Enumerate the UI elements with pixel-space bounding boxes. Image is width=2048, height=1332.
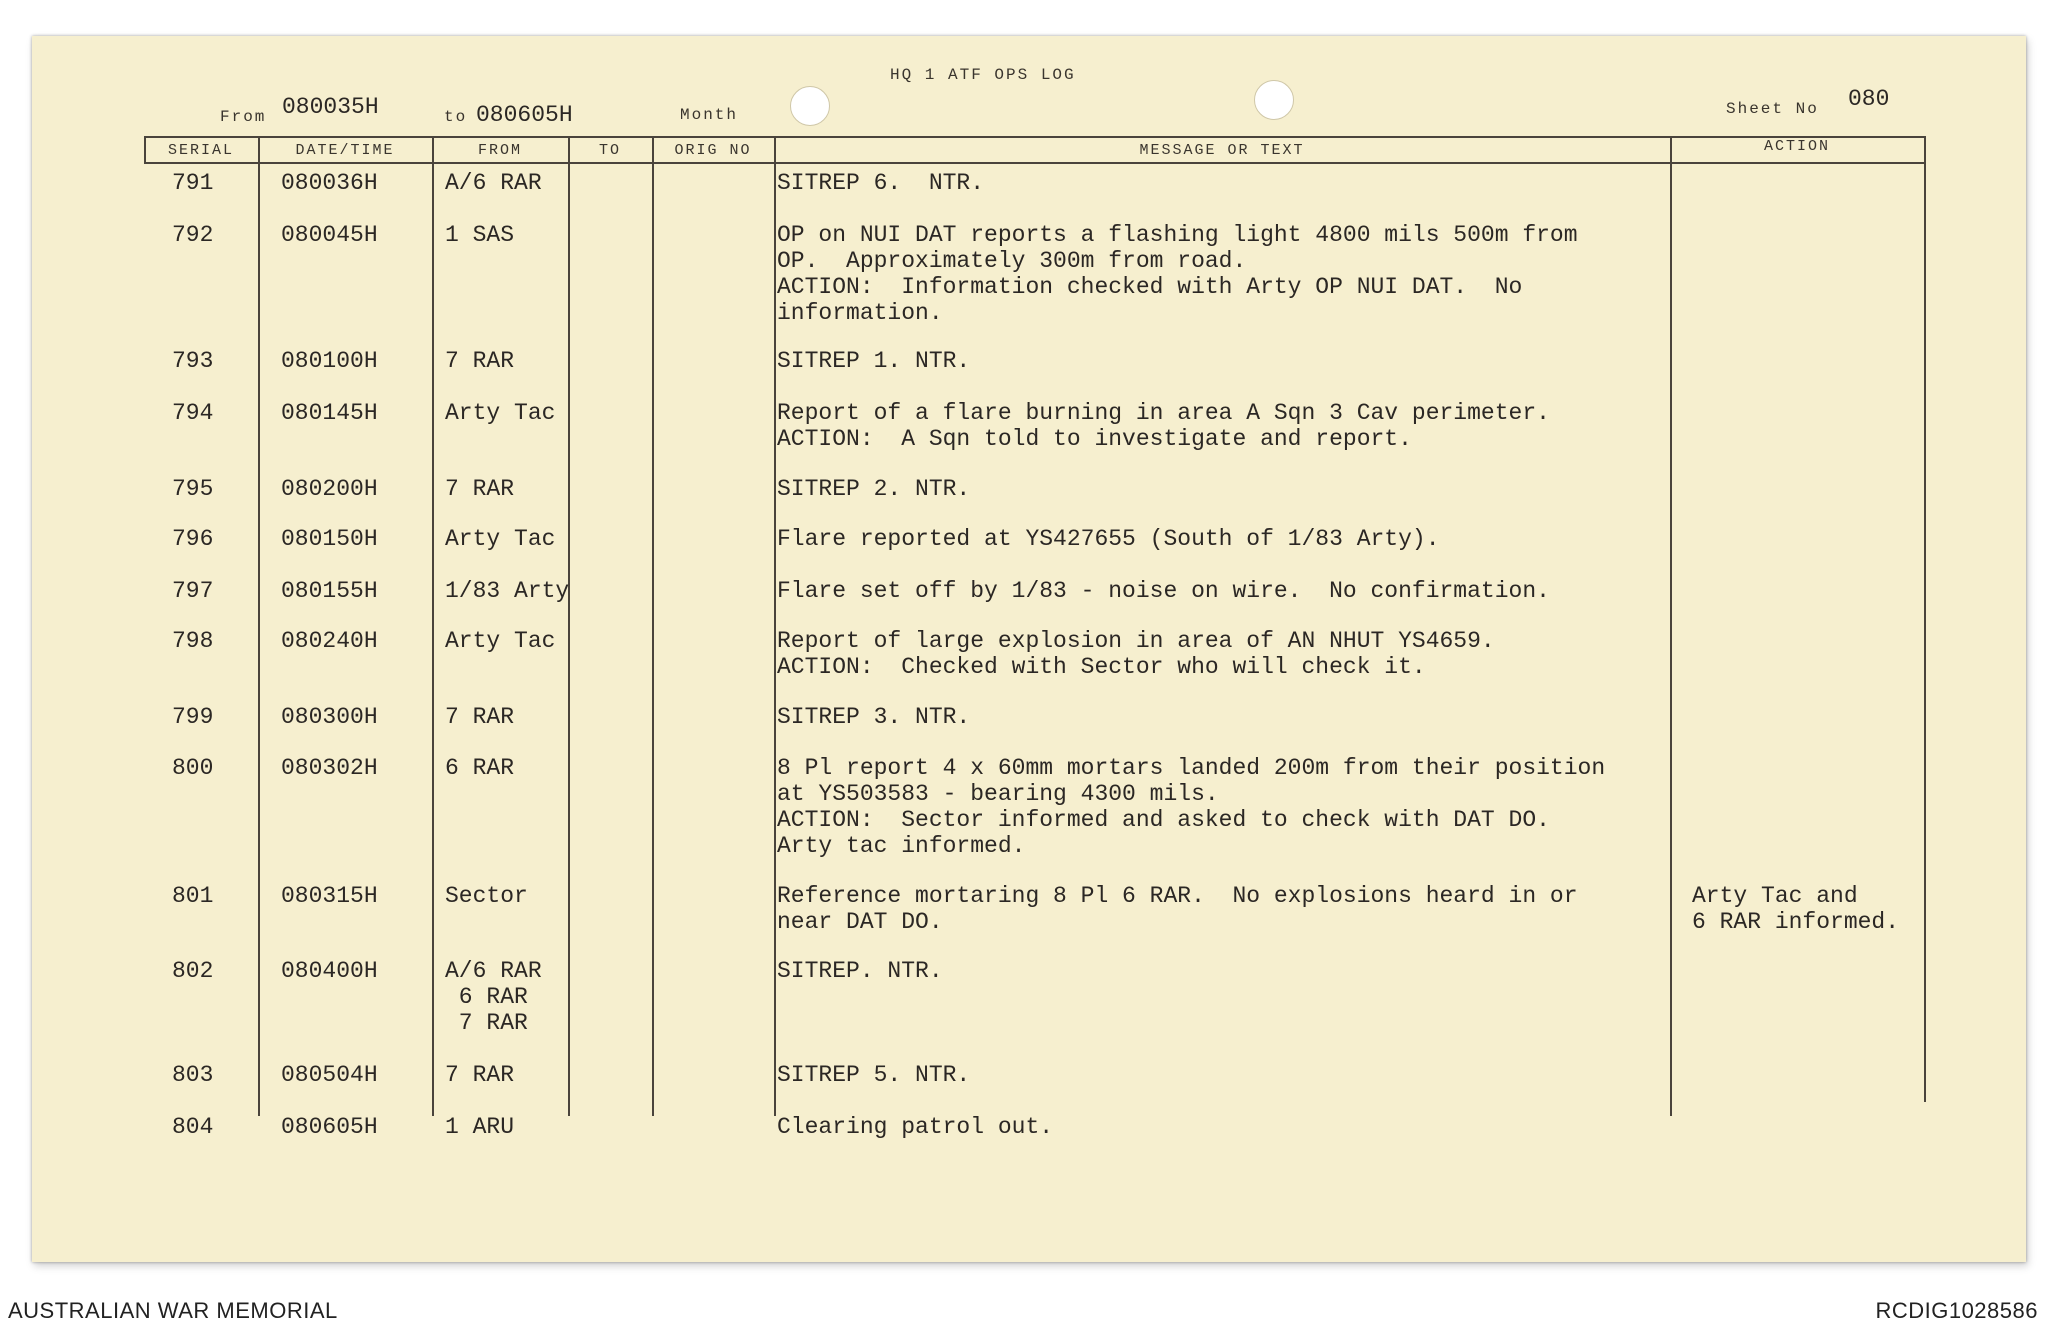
from-cell: 7 RAR [445, 348, 515, 374]
serial-cell: 793 [172, 348, 214, 374]
column-divider [258, 136, 260, 1116]
datetime-cell: 080155H [281, 578, 378, 604]
message-cell: Report of large explosion in area of AN NHUT YS4659. ACTION: Checked with Sector who will check it. [777, 628, 1495, 680]
datetime-cell: 080036H [281, 170, 378, 196]
message-cell: SITREP. NTR. [777, 958, 943, 984]
from-label: From [220, 108, 267, 126]
message-cell: OP on NUI DAT reports a flashing light 4800 mils 500m from OP. Approximately 300m from road. ACTION: Information checked with Arty OP NUI DAT. No information. [777, 222, 1578, 326]
column-header-to: TO [598, 142, 621, 159]
serial-cell: 791 [172, 170, 214, 196]
serial-cell: 804 [172, 1114, 214, 1140]
datetime-cell: 080200H [281, 476, 378, 502]
header-bottom-rule [144, 162, 1926, 164]
from-cell: Arty Tac [445, 526, 556, 552]
column-header-serial: SERIAL [167, 142, 234, 159]
datetime-cell: 080315H [281, 883, 378, 909]
column-header-from: FROM [477, 142, 522, 159]
column-divider [652, 136, 654, 1116]
serial-cell: 798 [172, 628, 214, 654]
serial-cell: 797 [172, 578, 214, 604]
message-cell: Flare set off by 1/83 - noise on wire. No confirmation. [777, 578, 1550, 604]
sheet-label: Sheet No [1726, 100, 1819, 118]
column-divider [774, 136, 776, 1116]
datetime-cell: 080240H [281, 628, 378, 654]
footer-credit: AUSTRALIAN WAR MEMORIAL [8, 1298, 338, 1323]
message-cell: SITREP 5. NTR. [777, 1062, 971, 1088]
message-cell: SITREP 3. NTR. [777, 704, 971, 730]
from-cell: 7 RAR [445, 476, 515, 502]
punch-hole-left [790, 86, 830, 126]
column-header-action: ACTION [1763, 138, 1830, 155]
message-cell: Flare reported at YS427655 (South of 1/83 Arty). [777, 526, 1440, 552]
column-divider [568, 136, 570, 1116]
serial-cell: 796 [172, 526, 214, 552]
message-cell: Reference mortaring 8 Pl 6 RAR. No explosions heard in or near DAT DO. [777, 883, 1578, 935]
to-value: 080605H [476, 102, 573, 128]
datetime-cell: 080300H [281, 704, 378, 730]
serial-cell: 795 [172, 476, 214, 502]
log-title: HQ 1 ATF OPS LOG [890, 66, 1076, 84]
message-cell: SITREP 2. NTR. [777, 476, 971, 502]
from-cell: 7 RAR [445, 704, 515, 730]
datetime-cell: 080045H [281, 222, 378, 248]
from-cell: 1 ARU [445, 1114, 515, 1140]
serial-cell: 800 [172, 755, 214, 781]
action-cell: Arty Tac and 6 RAR informed. [1692, 883, 1900, 935]
column-header-datetime: DATE/TIME [295, 142, 395, 159]
from-cell: 1 SAS [445, 222, 515, 248]
serial-cell: 802 [172, 958, 214, 984]
from-value: 080035H [282, 94, 379, 120]
column-divider [1924, 136, 1926, 1102]
datetime-cell: 080302H [281, 755, 378, 781]
serial-cell: 799 [172, 704, 214, 730]
from-cell: A/6 RAR 6 RAR 7 RAR [445, 958, 542, 1036]
message-cell: SITREP 6. NTR. [777, 170, 985, 196]
footer-record-id: RCDIG1028586 [1875, 1298, 2038, 1323]
from-cell: 1/83 Arty [445, 578, 570, 604]
sheet-value: 080 [1848, 86, 1890, 112]
serial-cell: 803 [172, 1062, 214, 1088]
from-cell: 7 RAR [445, 1062, 515, 1088]
column-header-message: MESSAGE OR TEXT [1139, 142, 1305, 159]
datetime-cell: 080504H [281, 1062, 378, 1088]
from-cell: 6 RAR [445, 755, 515, 781]
from-cell: A/6 RAR [445, 170, 542, 196]
datetime-cell: 080605H [281, 1114, 378, 1140]
message-cell: Report of a flare burning in area A Sqn 3 Cav perimeter. ACTION: A Sqn told to investigate and report. [777, 400, 1550, 452]
from-cell: Arty Tac [445, 628, 556, 654]
datetime-cell: 080100H [281, 348, 378, 374]
to-label: to [444, 108, 468, 126]
from-cell: Arty Tac [445, 400, 556, 426]
datetime-cell: 080145H [281, 400, 378, 426]
table-top-rule [144, 136, 1926, 138]
serial-cell: 801 [172, 883, 214, 909]
serial-cell: 794 [172, 400, 214, 426]
message-cell: 8 Pl report 4 x 60mm mortars landed 200m from their position at YS503583 - bearing 4300 mils. ACTION: Sector informed and asked to check with DAT DO. Arty tac informed. [777, 755, 1606, 859]
column-divider [432, 136, 434, 1116]
message-cell: Clearing patrol out. [777, 1114, 1054, 1140]
serial-cell: 792 [172, 222, 214, 248]
column-header-orig-no: ORIG NO [674, 142, 752, 159]
message-cell: SITREP 1. NTR. [777, 348, 971, 374]
column-divider [1670, 136, 1672, 1116]
datetime-cell: 080400H [281, 958, 378, 984]
punch-hole-right [1254, 80, 1294, 120]
from-cell: Sector [445, 883, 528, 909]
month-label: Month [680, 106, 739, 124]
datetime-cell: 080150H [281, 526, 378, 552]
